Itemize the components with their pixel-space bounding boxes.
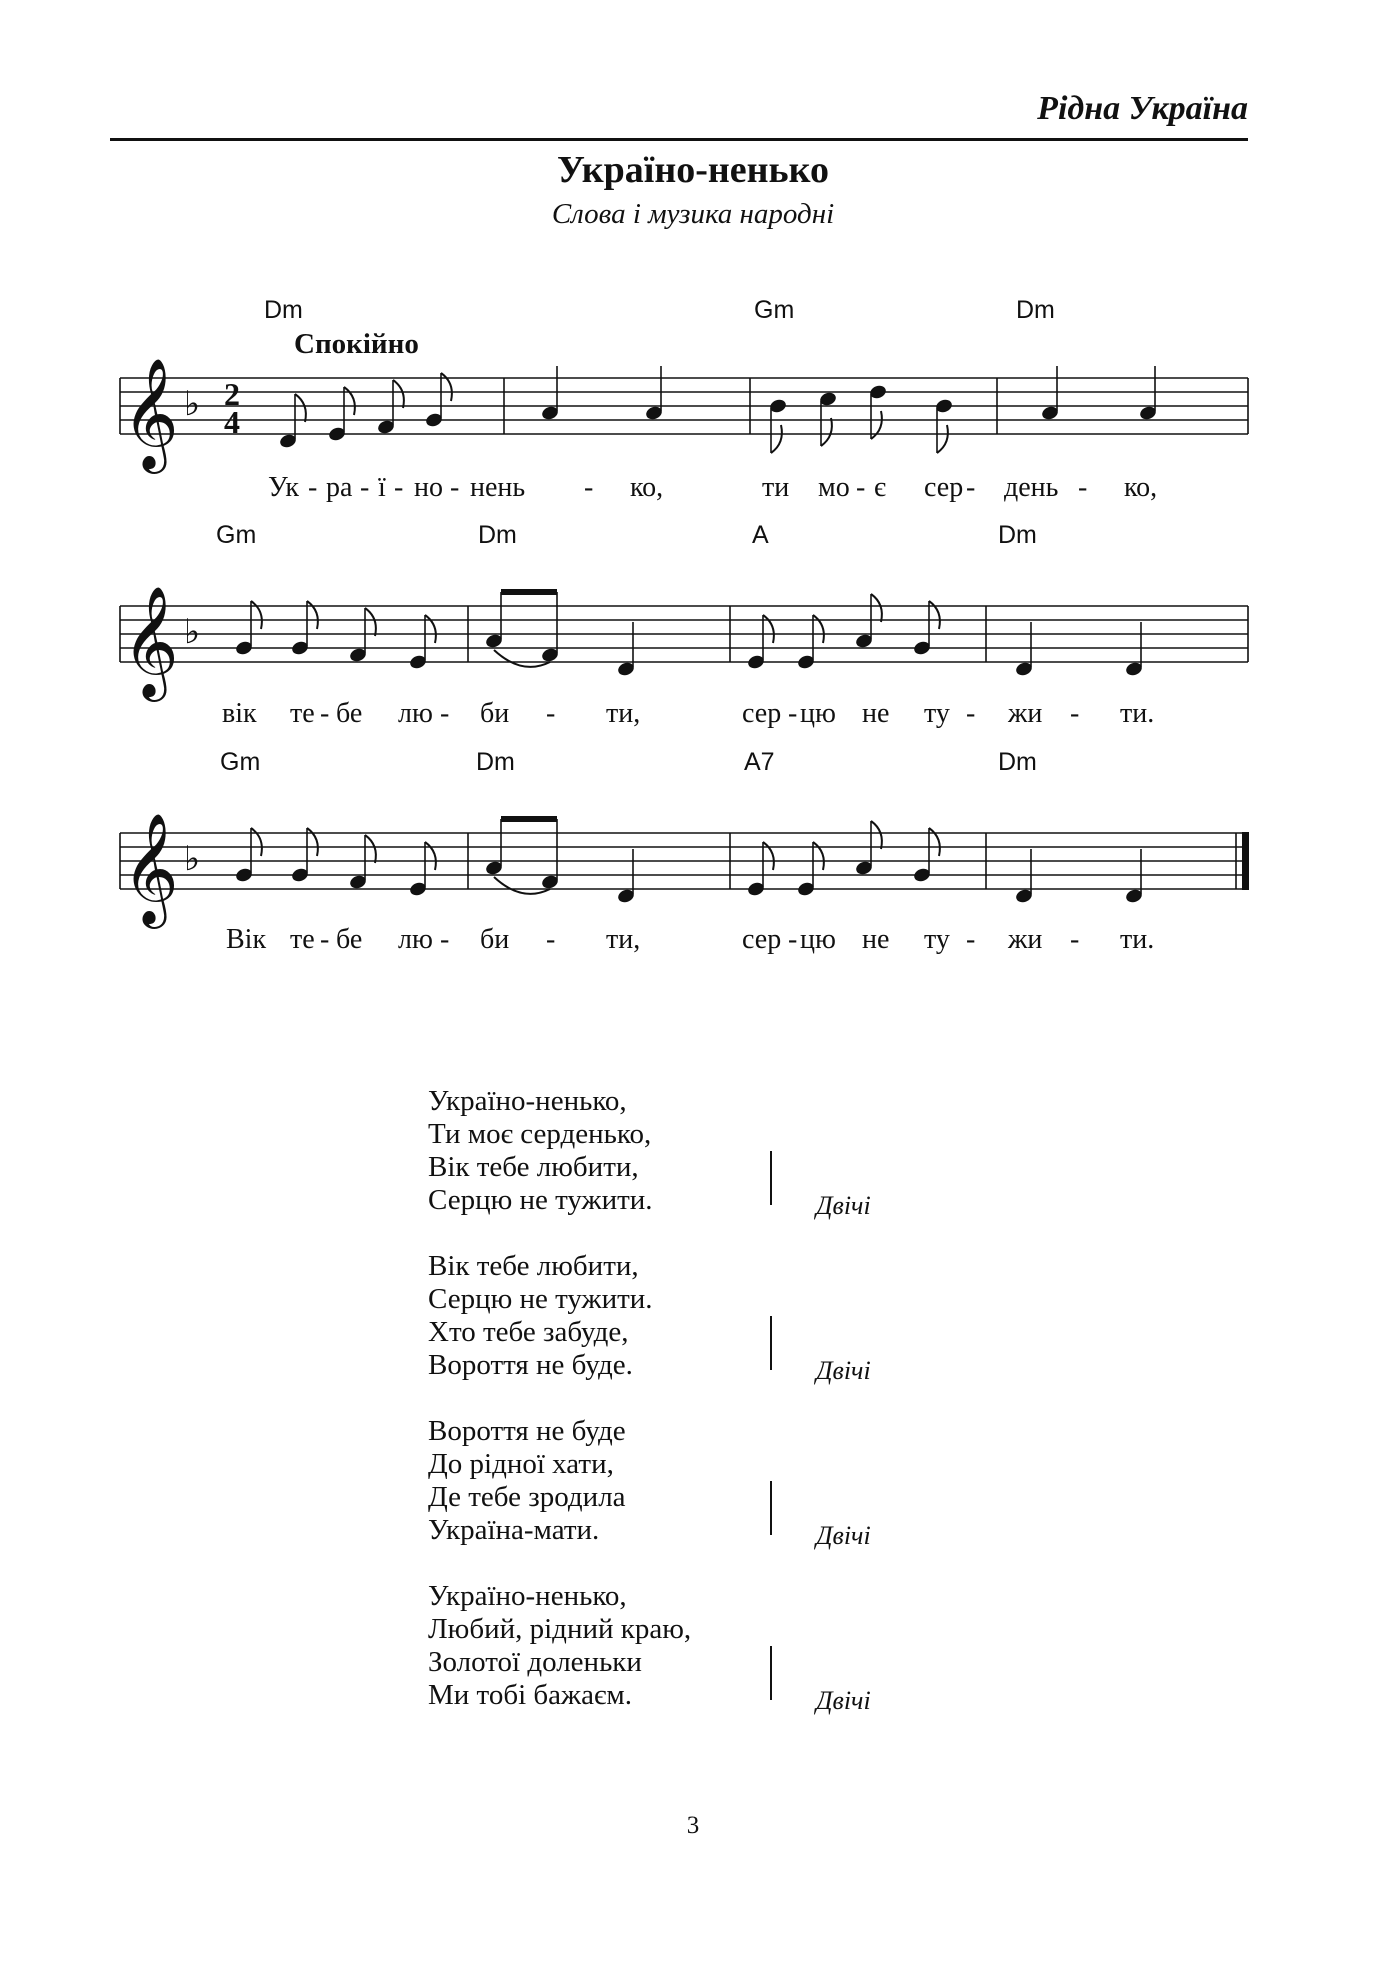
quarter-note — [1014, 849, 1033, 904]
eighth-note — [278, 394, 305, 449]
repeat-label: Двічі — [816, 1521, 871, 1550]
measure-9-notes — [234, 828, 435, 897]
staff-system-2 — [120, 521, 1248, 729]
lyric-hyphen: - — [320, 698, 330, 729]
slur — [494, 650, 550, 667]
lyric-syllable: но — [414, 472, 443, 503]
lyric-syllable: ти. — [1120, 924, 1155, 955]
verse-line: Україно-ненько, — [428, 1580, 627, 1612]
lyric-syllable: цю — [800, 698, 836, 729]
lyric-syllable: ту — [924, 924, 950, 955]
quarter-note — [616, 849, 635, 904]
lyric-hyphen: - — [1078, 472, 1088, 503]
lyric-syllable: мо — [818, 472, 850, 503]
repeat-bracket — [770, 1481, 772, 1535]
quarter-note — [540, 366, 559, 421]
tempo-marking: Спокійно — [294, 328, 419, 360]
verse-line: Ми тобі бажаєм. — [428, 1679, 632, 1711]
lyric-syllable: би — [480, 924, 510, 955]
chord-symbol: Gm — [216, 521, 257, 549]
lyric-hyphen: - — [856, 472, 866, 503]
lyric-syllable: ко, — [630, 472, 664, 503]
staff-lines — [120, 378, 1248, 434]
verse-line: Любий, рідний краю, — [428, 1613, 692, 1645]
running-head: Рідна Україна — [1037, 90, 1248, 127]
verse-line: Серцю не тужити. — [428, 1184, 653, 1216]
quarter-note — [1124, 622, 1143, 677]
staff-system-3 — [120, 748, 1249, 955]
repeat-label: Двічі — [816, 1686, 871, 1715]
chord-symbol: Dm — [1016, 296, 1055, 324]
lyric-hyphen: - — [966, 698, 976, 729]
eighth-note — [768, 398, 787, 453]
lyric-syllable: не — [862, 698, 890, 729]
lyric-hyphen: - — [450, 472, 460, 503]
chord-symbol: Gm — [220, 748, 261, 776]
lyric-syllable: ти, — [606, 924, 641, 955]
measure-1-notes — [278, 373, 451, 449]
lyric-syllable: є — [874, 472, 887, 503]
lyric-syllable: Вік — [226, 924, 267, 955]
flat-sign-icon: ♭ — [184, 839, 201, 879]
measure-4-notes — [1040, 366, 1157, 421]
lyric-hyphen: - — [966, 924, 976, 955]
lyric-syllable: Ук — [268, 472, 299, 503]
chord-symbol: A7 — [744, 748, 775, 776]
measure-12-notes — [1014, 849, 1143, 904]
quarter-note — [1124, 849, 1143, 904]
lyric-syllable: бе — [336, 924, 363, 955]
verse-line: Вороття не буде — [428, 1415, 626, 1447]
eighth-note — [348, 835, 375, 890]
chord-row-3 — [220, 748, 1037, 776]
beam — [501, 589, 557, 595]
lyric-hyphen: - — [440, 698, 450, 729]
lyric-hyphen: - — [1070, 924, 1080, 955]
lyric-hyphen: - — [546, 924, 556, 955]
lyric-syllable: жи — [1008, 698, 1043, 729]
song-title: Україно-ненько — [556, 149, 830, 191]
lyric-syllable: ти, — [606, 698, 641, 729]
lyric-syllable: ти. — [1120, 698, 1155, 729]
verse-line: Де тебе зродила — [428, 1481, 626, 1513]
measure-10-notes — [484, 816, 635, 904]
measure-5-notes — [234, 601, 435, 670]
lyric-syllable: сер — [742, 924, 782, 955]
page-number: 3 — [686, 1812, 700, 1839]
chord-symbol: Dm — [478, 521, 517, 549]
lyric-syllable: лю — [398, 924, 433, 955]
lyric-syllable: би — [480, 698, 510, 729]
lyric-syllable: жи — [1008, 924, 1043, 955]
chord-symbol: A — [752, 521, 769, 549]
eighth-note — [868, 384, 887, 439]
verse-line: Хто тебе забуде, — [428, 1316, 629, 1348]
repeat-bracket — [770, 1151, 772, 1205]
chord-symbol: Gm — [754, 296, 795, 324]
measure-8-notes — [1014, 622, 1143, 677]
lyric-hyphen: - — [546, 698, 556, 729]
repeat-label: Двічі — [816, 1191, 871, 1220]
lyric-syllable: те — [290, 924, 315, 955]
verse-line: Ти моє серденько, — [428, 1118, 652, 1150]
flat-sign-icon: ♭ — [184, 384, 201, 424]
lyric-hyphen: - — [788, 698, 798, 729]
repeat-bracket — [770, 1646, 772, 1700]
time-signature-denominator: 4 — [224, 404, 240, 440]
eighth-note — [818, 391, 837, 446]
verse-line: Вік тебе любити, — [428, 1151, 639, 1183]
lyric-syllable: ко, — [1124, 472, 1158, 503]
lyric-hyphen: - — [320, 924, 330, 955]
verse — [428, 1415, 1028, 1550]
eighth-note — [934, 398, 953, 453]
quarter-note — [644, 366, 663, 421]
lyric-hyphen: - — [308, 472, 318, 503]
eighth-note — [854, 594, 881, 649]
beamed-eighth-note — [540, 819, 559, 890]
verse-line: Вік тебе любити, — [428, 1250, 639, 1282]
verse — [428, 1250, 1028, 1385]
chord-row-2 — [216, 521, 1037, 549]
verse — [428, 1085, 1028, 1220]
measure-6-notes — [484, 589, 635, 677]
lyric-syllable: сер — [924, 472, 964, 503]
treble-clef-icon: 𝄞 — [122, 812, 179, 924]
final-barline — [1242, 832, 1249, 890]
lyric-syllable: ра — [326, 472, 353, 503]
lyric-hyphen: - — [788, 924, 798, 955]
lyrics-row-2 — [222, 698, 1154, 729]
lyric-hyphen: - — [440, 924, 450, 955]
repeat-bracket — [770, 1316, 772, 1370]
quarter-note — [1014, 622, 1033, 677]
lyrics-row-3 — [226, 924, 1154, 955]
chord-row-1 — [264, 296, 1055, 324]
measure-3-notes — [768, 384, 953, 453]
lyric-hyphen: - — [584, 472, 594, 503]
treble-clef-icon: 𝄞 — [122, 357, 179, 469]
eighth-note — [854, 821, 881, 876]
lyric-syllable: вік — [222, 698, 257, 729]
verse-line: Україно-ненько, — [428, 1085, 627, 1117]
chord-symbol: Dm — [998, 521, 1037, 549]
lyric-syllable: не — [862, 924, 890, 955]
verse-line: Золотої доленьки — [428, 1646, 642, 1678]
quarter-note — [1040, 366, 1059, 421]
verse — [428, 1580, 1028, 1715]
lyric-syllable: те — [290, 698, 315, 729]
lyric-syllable: ту — [924, 698, 950, 729]
verse-line: Україна-мати. — [428, 1514, 600, 1546]
lyric-syllable: ї — [378, 472, 386, 503]
verse-line: Серцю не тужити. — [428, 1283, 653, 1315]
verse-line: Вороття не буде. — [428, 1349, 633, 1381]
measure-2-notes — [540, 366, 663, 421]
verses-block — [428, 1085, 1028, 1745]
lyric-syllable: день — [1004, 472, 1059, 503]
song-subtitle: Слова і музика народні — [551, 198, 835, 230]
flat-sign-icon: ♭ — [184, 612, 201, 652]
chord-symbol: Dm — [998, 748, 1037, 776]
staff-lines — [120, 606, 1248, 662]
verse-line: До рідної хати, — [428, 1448, 614, 1480]
lyric-syllable: ти — [762, 472, 790, 503]
lyric-hyphen: - — [394, 472, 404, 503]
beam — [501, 816, 557, 822]
lyric-syllable: сер — [742, 698, 782, 729]
slur — [494, 877, 550, 894]
staff-system-1 — [120, 296, 1248, 503]
chord-symbol: Dm — [476, 748, 515, 776]
chord-symbol: Dm — [264, 296, 303, 324]
eighth-note — [348, 608, 375, 663]
lyric-syllable: нень — [470, 472, 526, 503]
eighth-note — [376, 380, 403, 435]
treble-clef-icon: 𝄞 — [122, 585, 179, 697]
lyric-syllable: бе — [336, 698, 363, 729]
quarter-note — [616, 622, 635, 677]
lyric-syllable: лю — [398, 698, 433, 729]
staff-lines — [120, 833, 1248, 889]
lyric-hyphen: - — [360, 472, 370, 503]
repeat-label: Двічі — [816, 1356, 871, 1385]
lyric-hyphen: - — [1070, 698, 1080, 729]
quarter-note — [1138, 366, 1157, 421]
beamed-eighth-note — [540, 592, 559, 663]
lyric-hyphen: - — [966, 472, 976, 503]
time-signature-numerator: 2 — [224, 376, 240, 412]
lyrics-row-1 — [268, 472, 1157, 503]
lyric-syllable: цю — [800, 924, 836, 955]
